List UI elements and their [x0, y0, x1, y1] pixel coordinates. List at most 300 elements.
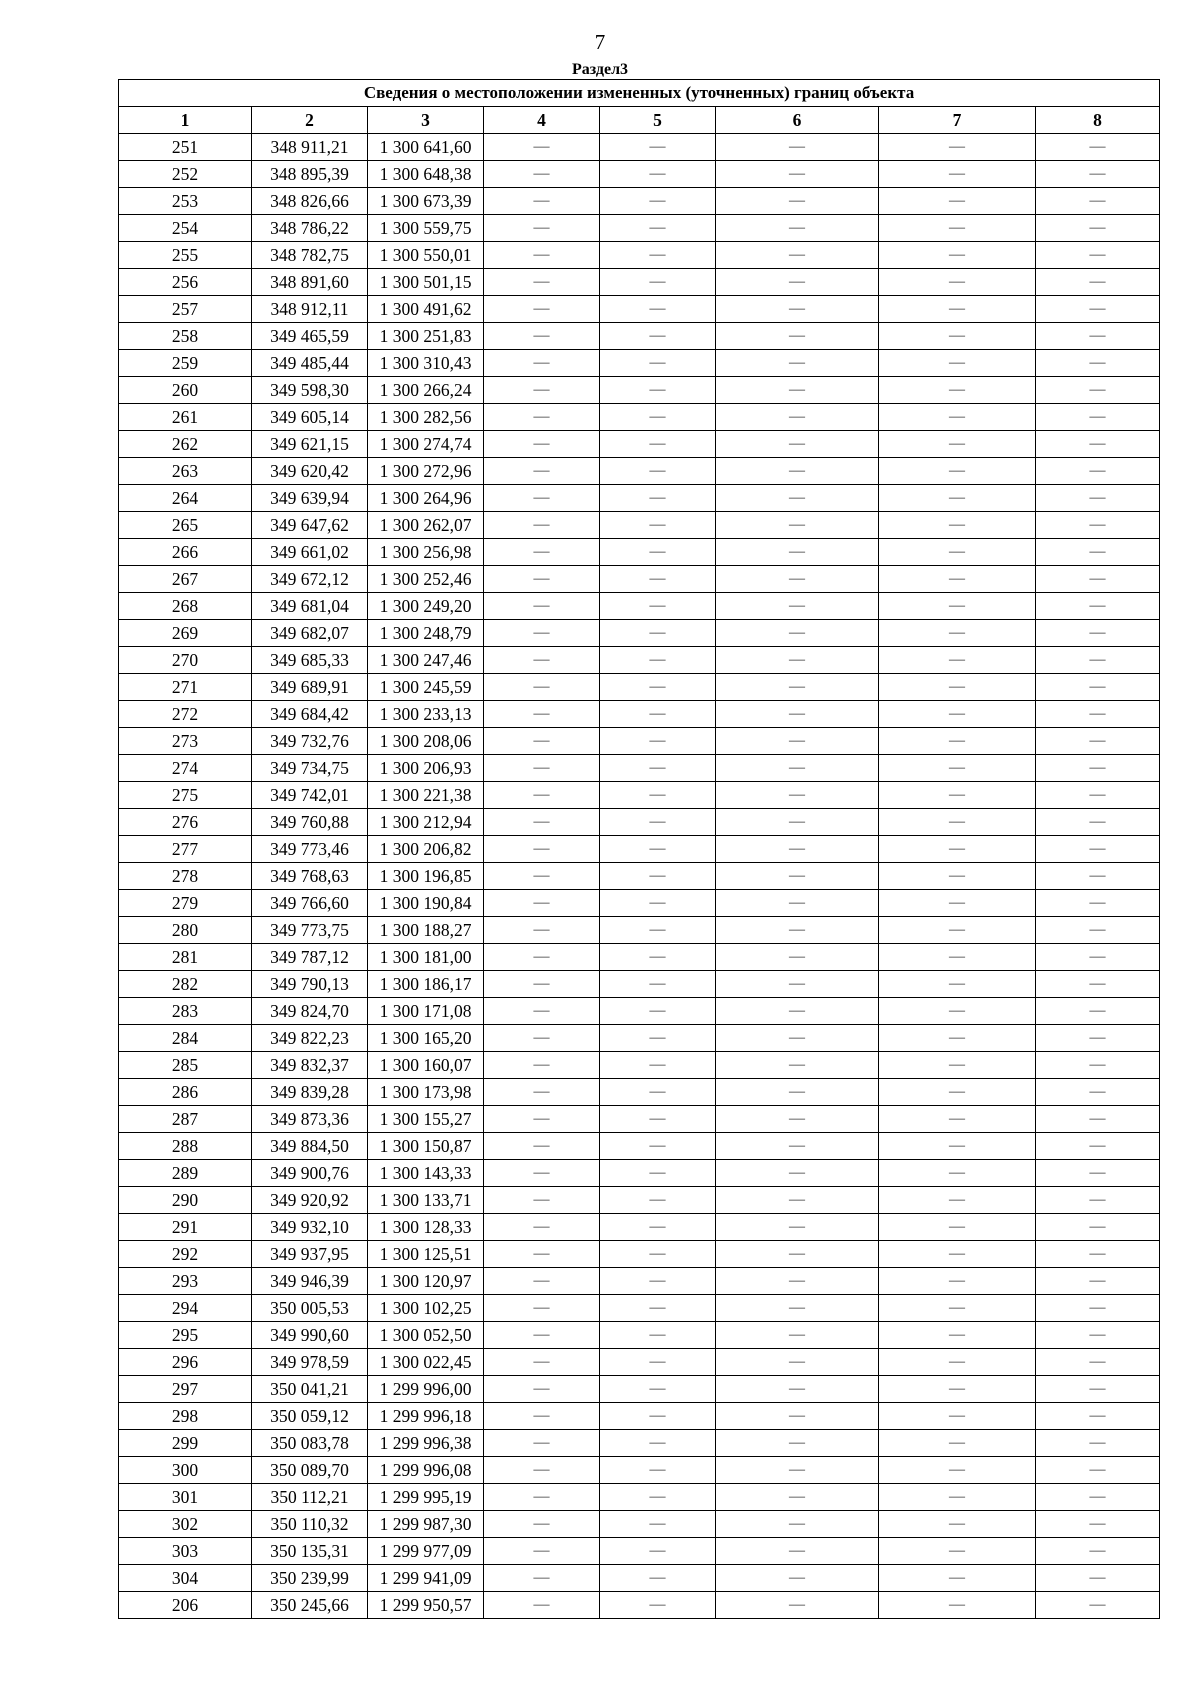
- col8-cell: —: [1036, 890, 1160, 917]
- col6-cell: —: [716, 998, 879, 1025]
- x-coordinate-cell: 349 742,01: [252, 782, 368, 809]
- col6-cell: —: [716, 863, 879, 890]
- point-number-cell: 292: [119, 1241, 252, 1268]
- col6-cell: —: [716, 1349, 879, 1376]
- col6-cell: —: [716, 269, 879, 296]
- col6-cell: —: [716, 755, 879, 782]
- table-row: [119, 1106, 1160, 1133]
- col6-cell: —: [716, 1241, 879, 1268]
- col5-cell: —: [600, 701, 716, 728]
- table-row: [119, 1430, 1160, 1457]
- y-coordinate-cell: 1 300 266,24: [368, 377, 484, 404]
- col7-cell: —: [879, 620, 1036, 647]
- y-coordinate-cell: 1 300 256,98: [368, 539, 484, 566]
- col4-cell: —: [484, 836, 600, 863]
- col4-cell: —: [484, 215, 600, 242]
- col5-cell: —: [600, 755, 716, 782]
- x-coordinate-cell: 350 245,66: [252, 1592, 368, 1619]
- x-coordinate-cell: 349 773,75: [252, 917, 368, 944]
- x-coordinate-cell: 350 089,70: [252, 1457, 368, 1484]
- col4-cell: —: [484, 1241, 600, 1268]
- column-header: 1: [119, 107, 252, 134]
- y-coordinate-cell: 1 300 550,01: [368, 242, 484, 269]
- x-coordinate-cell: 350 005,53: [252, 1295, 368, 1322]
- col4-cell: —: [484, 323, 600, 350]
- table-row: [119, 890, 1160, 917]
- col4-cell: —: [484, 1403, 600, 1430]
- point-number-cell: 276: [119, 809, 252, 836]
- y-coordinate-cell: 1 299 996,38: [368, 1430, 484, 1457]
- table-row: [119, 647, 1160, 674]
- col4-cell: —: [484, 971, 600, 998]
- x-coordinate-cell: 349 684,42: [252, 701, 368, 728]
- col8-cell: —: [1036, 782, 1160, 809]
- col6-cell: —: [716, 1592, 879, 1619]
- point-number-cell: 280: [119, 917, 252, 944]
- col8-cell: —: [1036, 1349, 1160, 1376]
- point-number-cell: 259: [119, 350, 252, 377]
- col7-cell: —: [879, 458, 1036, 485]
- col6-cell: —: [716, 458, 879, 485]
- x-coordinate-cell: 349 773,46: [252, 836, 368, 863]
- col5-cell: —: [600, 431, 716, 458]
- col4-cell: —: [484, 1349, 600, 1376]
- col7-cell: —: [879, 1025, 1036, 1052]
- col8-cell: —: [1036, 539, 1160, 566]
- y-coordinate-cell: 1 300 125,51: [368, 1241, 484, 1268]
- y-coordinate-cell: 1 300 248,79: [368, 620, 484, 647]
- col8-cell: —: [1036, 1133, 1160, 1160]
- table-row: [119, 1403, 1160, 1430]
- x-coordinate-cell: 349 884,50: [252, 1133, 368, 1160]
- col8-cell: —: [1036, 269, 1160, 296]
- point-number-cell: 260: [119, 377, 252, 404]
- col8-cell: —: [1036, 1052, 1160, 1079]
- col7-cell: —: [879, 944, 1036, 971]
- col6-cell: —: [716, 485, 879, 512]
- col7-cell: —: [879, 593, 1036, 620]
- table-row: [119, 836, 1160, 863]
- col6-cell: —: [716, 1538, 879, 1565]
- col8-cell: —: [1036, 1106, 1160, 1133]
- col7-cell: —: [879, 1592, 1036, 1619]
- table-row: [119, 242, 1160, 269]
- col7-cell: —: [879, 782, 1036, 809]
- table-row: [119, 1241, 1160, 1268]
- point-number-cell: 303: [119, 1538, 252, 1565]
- point-number-cell: 283: [119, 998, 252, 1025]
- col6-cell: —: [716, 620, 879, 647]
- col8-cell: —: [1036, 1457, 1160, 1484]
- table-row: [119, 809, 1160, 836]
- y-coordinate-cell: 1 300 165,20: [368, 1025, 484, 1052]
- x-coordinate-cell: 348 912,11: [252, 296, 368, 323]
- col6-cell: —: [716, 188, 879, 215]
- col7-cell: —: [879, 1457, 1036, 1484]
- point-number-cell: 302: [119, 1511, 252, 1538]
- col5-cell: —: [600, 1403, 716, 1430]
- col6-cell: —: [716, 1511, 879, 1538]
- col7-cell: —: [879, 1241, 1036, 1268]
- point-number-cell: 256: [119, 269, 252, 296]
- col7-cell: —: [879, 1430, 1036, 1457]
- x-coordinate-cell: 349 681,04: [252, 593, 368, 620]
- col5-cell: —: [600, 1295, 716, 1322]
- x-coordinate-cell: 349 873,36: [252, 1106, 368, 1133]
- table-row: [119, 863, 1160, 890]
- col7-cell: —: [879, 296, 1036, 323]
- col6-cell: —: [716, 971, 879, 998]
- x-coordinate-cell: 349 621,15: [252, 431, 368, 458]
- col4-cell: —: [484, 512, 600, 539]
- col7-cell: —: [879, 566, 1036, 593]
- y-coordinate-cell: 1 300 282,56: [368, 404, 484, 431]
- col8-cell: —: [1036, 431, 1160, 458]
- x-coordinate-cell: 349 937,95: [252, 1241, 368, 1268]
- point-number-cell: 291: [119, 1214, 252, 1241]
- y-coordinate-cell: 1 300 128,33: [368, 1214, 484, 1241]
- col8-cell: —: [1036, 188, 1160, 215]
- y-coordinate-cell: 1 300 501,15: [368, 269, 484, 296]
- col6-cell: —: [716, 377, 879, 404]
- y-coordinate-cell: 1 299 977,09: [368, 1538, 484, 1565]
- col5-cell: —: [600, 998, 716, 1025]
- col5-cell: —: [600, 1214, 716, 1241]
- col7-cell: —: [879, 890, 1036, 917]
- x-coordinate-cell: 349 766,60: [252, 890, 368, 917]
- point-number-cell: 257: [119, 296, 252, 323]
- y-coordinate-cell: 1 300 559,75: [368, 215, 484, 242]
- y-coordinate-cell: 1 300 249,20: [368, 593, 484, 620]
- col8-cell: —: [1036, 728, 1160, 755]
- col6-cell: —: [716, 161, 879, 188]
- col8-cell: —: [1036, 1214, 1160, 1241]
- col6-cell: —: [716, 431, 879, 458]
- x-coordinate-cell: 349 672,12: [252, 566, 368, 593]
- col7-cell: —: [879, 836, 1036, 863]
- table-row: [119, 1214, 1160, 1241]
- table-row: [119, 917, 1160, 944]
- col6-cell: —: [716, 647, 879, 674]
- col8-cell: —: [1036, 161, 1160, 188]
- col6-cell: —: [716, 593, 879, 620]
- col7-cell: —: [879, 809, 1036, 836]
- col6-cell: —: [716, 1106, 879, 1133]
- y-coordinate-cell: 1 300 221,38: [368, 782, 484, 809]
- col5-cell: —: [600, 1241, 716, 1268]
- point-number-cell: 286: [119, 1079, 252, 1106]
- col6-cell: —: [716, 890, 879, 917]
- col5-cell: —: [600, 1079, 716, 1106]
- point-number-cell: 288: [119, 1133, 252, 1160]
- x-coordinate-cell: 349 605,14: [252, 404, 368, 431]
- col6-cell: —: [716, 1079, 879, 1106]
- col8-cell: —: [1036, 512, 1160, 539]
- col6-cell: —: [716, 296, 879, 323]
- point-number-cell: 269: [119, 620, 252, 647]
- col4-cell: —: [484, 1592, 600, 1619]
- col4-cell: —: [484, 134, 600, 161]
- point-number-cell: 301: [119, 1484, 252, 1511]
- point-number-cell: 300: [119, 1457, 252, 1484]
- x-coordinate-cell: 349 790,13: [252, 971, 368, 998]
- x-coordinate-cell: 349 732,76: [252, 728, 368, 755]
- col7-cell: —: [879, 728, 1036, 755]
- col7-cell: —: [879, 647, 1036, 674]
- col7-cell: —: [879, 269, 1036, 296]
- point-number-cell: 273: [119, 728, 252, 755]
- table-caption: Сведения о местоположении измененных (уточненных) границ объекта: [119, 80, 1160, 107]
- y-coordinate-cell: 1 299 995,19: [368, 1484, 484, 1511]
- table-row: [119, 485, 1160, 512]
- col5-cell: —: [600, 593, 716, 620]
- y-coordinate-cell: 1 300 186,17: [368, 971, 484, 998]
- col4-cell: —: [484, 242, 600, 269]
- y-coordinate-cell: 1 300 233,13: [368, 701, 484, 728]
- point-number-cell: 297: [119, 1376, 252, 1403]
- col4-cell: —: [484, 404, 600, 431]
- col4-cell: —: [484, 1160, 600, 1187]
- table-row: [119, 620, 1160, 647]
- col4-cell: —: [484, 593, 600, 620]
- y-coordinate-cell: 1 300 247,46: [368, 647, 484, 674]
- y-coordinate-cell: 1 299 996,18: [368, 1403, 484, 1430]
- col8-cell: —: [1036, 1025, 1160, 1052]
- y-coordinate-cell: 1 300 052,50: [368, 1322, 484, 1349]
- y-coordinate-cell: 1 300 188,27: [368, 917, 484, 944]
- table-row: [119, 134, 1160, 161]
- x-coordinate-cell: 349 661,02: [252, 539, 368, 566]
- table-row: [119, 1565, 1160, 1592]
- x-coordinate-cell: 349 932,10: [252, 1214, 368, 1241]
- point-number-cell: 265: [119, 512, 252, 539]
- col6-cell: —: [716, 350, 879, 377]
- col6-cell: —: [716, 242, 879, 269]
- col7-cell: —: [879, 1511, 1036, 1538]
- col8-cell: —: [1036, 809, 1160, 836]
- col7-cell: —: [879, 1106, 1036, 1133]
- point-number-cell: 266: [119, 539, 252, 566]
- col8-cell: —: [1036, 1241, 1160, 1268]
- col6-cell: —: [716, 134, 879, 161]
- section-title: Раздел3: [571, 61, 629, 78]
- col5-cell: —: [600, 674, 716, 701]
- y-coordinate-cell: 1 300 272,96: [368, 458, 484, 485]
- col8-cell: —: [1036, 485, 1160, 512]
- col8-cell: —: [1036, 1268, 1160, 1295]
- y-coordinate-cell: 1 300 648,38: [368, 161, 484, 188]
- col7-cell: —: [879, 539, 1036, 566]
- x-coordinate-cell: 349 647,62: [252, 512, 368, 539]
- table-row: [119, 1025, 1160, 1052]
- x-coordinate-cell: 350 083,78: [252, 1430, 368, 1457]
- col7-cell: —: [879, 485, 1036, 512]
- col7-cell: —: [879, 1376, 1036, 1403]
- col7-cell: —: [879, 1214, 1036, 1241]
- col5-cell: —: [600, 809, 716, 836]
- col8-cell: —: [1036, 1295, 1160, 1322]
- col8-cell: —: [1036, 674, 1160, 701]
- x-coordinate-cell: 348 891,60: [252, 269, 368, 296]
- point-number-cell: 274: [119, 755, 252, 782]
- col8-cell: —: [1036, 1538, 1160, 1565]
- x-coordinate-cell: 349 900,76: [252, 1160, 368, 1187]
- x-coordinate-cell: 348 786,22: [252, 215, 368, 242]
- col5-cell: —: [600, 1187, 716, 1214]
- x-coordinate-cell: 350 135,31: [252, 1538, 368, 1565]
- col8-cell: —: [1036, 566, 1160, 593]
- point-number-cell: 268: [119, 593, 252, 620]
- col5-cell: —: [600, 269, 716, 296]
- point-number-cell: 264: [119, 485, 252, 512]
- point-number-cell: 277: [119, 836, 252, 863]
- table-row: [119, 1322, 1160, 1349]
- point-number-cell: 287: [119, 1106, 252, 1133]
- col8-cell: —: [1036, 971, 1160, 998]
- y-coordinate-cell: 1 300 491,62: [368, 296, 484, 323]
- y-coordinate-cell: 1 300 150,87: [368, 1133, 484, 1160]
- x-coordinate-cell: 349 768,63: [252, 863, 368, 890]
- x-coordinate-cell: 349 839,28: [252, 1079, 368, 1106]
- y-coordinate-cell: 1 300 181,00: [368, 944, 484, 971]
- y-coordinate-cell: 1 300 208,06: [368, 728, 484, 755]
- col7-cell: —: [879, 701, 1036, 728]
- col7-cell: —: [879, 1403, 1036, 1430]
- table-row: [119, 539, 1160, 566]
- col8-cell: —: [1036, 1160, 1160, 1187]
- table-row: [119, 1511, 1160, 1538]
- col7-cell: —: [879, 1538, 1036, 1565]
- col6-cell: —: [716, 1268, 879, 1295]
- x-coordinate-cell: 349 990,60: [252, 1322, 368, 1349]
- x-coordinate-cell: 349 689,91: [252, 674, 368, 701]
- col5-cell: —: [600, 161, 716, 188]
- col8-cell: —: [1036, 1079, 1160, 1106]
- col8-cell: —: [1036, 836, 1160, 863]
- x-coordinate-cell: 350 110,32: [252, 1511, 368, 1538]
- point-number-cell: 279: [119, 890, 252, 917]
- col8-cell: —: [1036, 134, 1160, 161]
- col8-cell: —: [1036, 998, 1160, 1025]
- col7-cell: —: [879, 350, 1036, 377]
- col6-cell: —: [716, 809, 879, 836]
- point-number-cell: 262: [119, 431, 252, 458]
- y-coordinate-cell: 1 300 196,85: [368, 863, 484, 890]
- col7-cell: —: [879, 1295, 1036, 1322]
- col7-cell: —: [879, 1268, 1036, 1295]
- x-coordinate-cell: 349 598,30: [252, 377, 368, 404]
- table-row: [119, 1457, 1160, 1484]
- table-row: [119, 701, 1160, 728]
- col5-cell: —: [600, 296, 716, 323]
- col7-cell: —: [879, 863, 1036, 890]
- col5-cell: —: [600, 242, 716, 269]
- point-number-cell: 298: [119, 1403, 252, 1430]
- x-coordinate-cell: 349 734,75: [252, 755, 368, 782]
- col6-cell: —: [716, 1025, 879, 1052]
- col8-cell: —: [1036, 1187, 1160, 1214]
- col7-cell: —: [879, 1349, 1036, 1376]
- y-coordinate-cell: 1 300 190,84: [368, 890, 484, 917]
- col4-cell: —: [484, 161, 600, 188]
- table-row: [119, 404, 1160, 431]
- y-coordinate-cell: 1 300 171,08: [368, 998, 484, 1025]
- col8-cell: —: [1036, 1430, 1160, 1457]
- y-coordinate-cell: 1 300 262,07: [368, 512, 484, 539]
- col7-cell: —: [879, 1565, 1036, 1592]
- point-number-cell: 284: [119, 1025, 252, 1052]
- y-coordinate-cell: 1 299 996,00: [368, 1376, 484, 1403]
- col4-cell: —: [484, 1214, 600, 1241]
- col7-cell: —: [879, 404, 1036, 431]
- col5-cell: —: [600, 1430, 716, 1457]
- col5-cell: —: [600, 1484, 716, 1511]
- point-number-cell: 289: [119, 1160, 252, 1187]
- col4-cell: —: [484, 377, 600, 404]
- point-number-cell: 296: [119, 1349, 252, 1376]
- table-row: [119, 1349, 1160, 1376]
- col4-cell: —: [484, 539, 600, 566]
- y-coordinate-cell: 1 300 264,96: [368, 485, 484, 512]
- col7-cell: —: [879, 1160, 1036, 1187]
- x-coordinate-cell: 350 059,12: [252, 1403, 368, 1430]
- col4-cell: —: [484, 350, 600, 377]
- x-coordinate-cell: 349 760,88: [252, 809, 368, 836]
- y-coordinate-cell: 1 300 206,82: [368, 836, 484, 863]
- col4-cell: —: [484, 1565, 600, 1592]
- x-coordinate-cell: 349 465,59: [252, 323, 368, 350]
- col7-cell: —: [879, 1133, 1036, 1160]
- col5-cell: —: [600, 1025, 716, 1052]
- y-coordinate-cell: 1 300 022,45: [368, 1349, 484, 1376]
- col4-cell: —: [484, 647, 600, 674]
- y-coordinate-cell: 1 300 160,07: [368, 1052, 484, 1079]
- col8-cell: —: [1036, 917, 1160, 944]
- col5-cell: —: [600, 1511, 716, 1538]
- col7-cell: —: [879, 1187, 1036, 1214]
- point-number-cell: 278: [119, 863, 252, 890]
- col7-cell: —: [879, 215, 1036, 242]
- table-row: [119, 377, 1160, 404]
- point-number-cell: 299: [119, 1430, 252, 1457]
- table-row: [119, 998, 1160, 1025]
- table-row: [119, 512, 1160, 539]
- col5-cell: —: [600, 944, 716, 971]
- col8-cell: —: [1036, 1322, 1160, 1349]
- col6-cell: —: [716, 512, 879, 539]
- table-row: [119, 971, 1160, 998]
- y-coordinate-cell: 1 300 641,60: [368, 134, 484, 161]
- col4-cell: —: [484, 620, 600, 647]
- y-coordinate-cell: 1 300 274,74: [368, 431, 484, 458]
- col4-cell: —: [484, 1025, 600, 1052]
- point-number-cell: 294: [119, 1295, 252, 1322]
- point-number-cell: 263: [119, 458, 252, 485]
- col8-cell: —: [1036, 944, 1160, 971]
- col6-cell: —: [716, 1565, 879, 1592]
- y-coordinate-cell: 1 300 173,98: [368, 1079, 484, 1106]
- coordinates-table: [118, 79, 1160, 1619]
- y-coordinate-cell: 1 299 941,09: [368, 1565, 484, 1592]
- col4-cell: —: [484, 188, 600, 215]
- col4-cell: —: [484, 269, 600, 296]
- y-coordinate-cell: 1 300 102,25: [368, 1295, 484, 1322]
- col7-cell: —: [879, 242, 1036, 269]
- col5-cell: —: [600, 1160, 716, 1187]
- table-row: [119, 728, 1160, 755]
- y-coordinate-cell: 1 300 133,71: [368, 1187, 484, 1214]
- column-header: 3: [368, 107, 484, 134]
